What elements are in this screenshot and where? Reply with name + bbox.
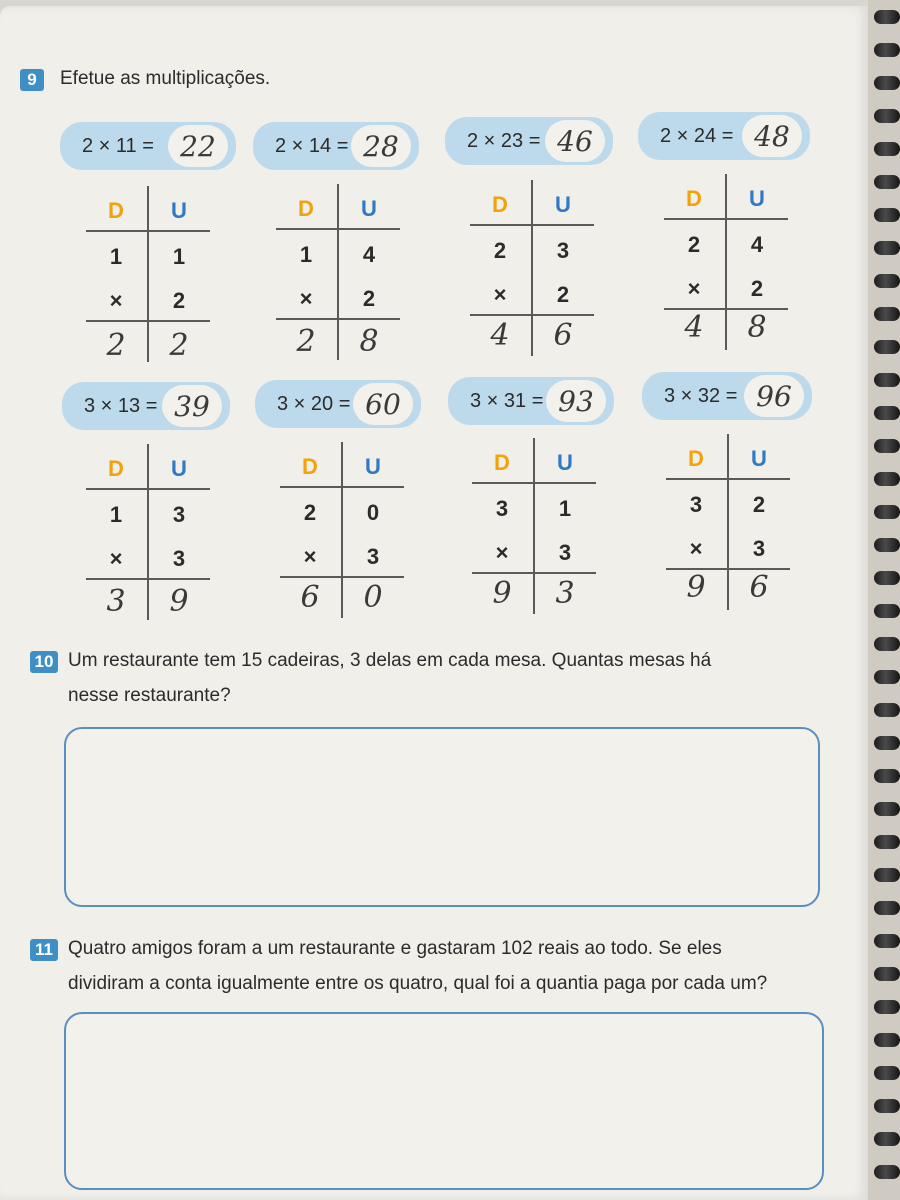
table-result-line (470, 314, 594, 316)
problem-5-expression-pill (62, 382, 230, 430)
problem-2-answer[interactable]: 28 (351, 125, 411, 167)
table-result-line (276, 318, 400, 320)
table-header-line (280, 486, 404, 488)
problem-2-expression: 2 × 14 = (275, 134, 349, 157)
question-11-line-1: Quatro amigos foram a um restaurante e gastaram 102 reais ao todo. Se eles (68, 938, 722, 959)
problem-5-place-value-table (86, 444, 210, 620)
result-units[interactable]: 0 (363, 580, 383, 615)
spiral-coil (874, 241, 900, 255)
problem-7-expression: 3 × 31 = (470, 389, 544, 412)
column-u-header: U (171, 456, 187, 481)
spiral-coil (874, 1000, 900, 1014)
spiral-coil (874, 76, 900, 90)
problem-6-expression: 3 × 20 = (277, 392, 351, 415)
table-result-line (86, 320, 210, 322)
spiral-coil (874, 142, 900, 156)
question-11-number: 11 (30, 939, 58, 961)
tens-digit: 2 (303, 500, 317, 525)
column-d-header: D (302, 454, 318, 479)
column-d-header: D (108, 198, 124, 223)
problem-3-expression-pill (445, 117, 613, 165)
spiral-coil (874, 1033, 900, 1047)
problem-6-place-value-table (280, 442, 404, 618)
spiral-coil (874, 373, 900, 387)
spiral-coil (874, 208, 900, 222)
spiral-coil (874, 307, 900, 321)
question-11-line-2: dividiram a conta igualmente entre os quatro, qual foi a quantia paga por cada um? (68, 973, 768, 994)
column-u-header: U (749, 186, 765, 211)
spiral-coil (874, 1132, 900, 1146)
column-u-header: U (751, 446, 767, 471)
units-digit: 0 (366, 500, 380, 525)
spiral-coil (874, 604, 900, 618)
units-digit: 4 (750, 232, 764, 257)
result-units[interactable]: 6 (553, 318, 573, 353)
column-d-header: D (688, 446, 704, 471)
problem-1-answer[interactable]: 22 (168, 125, 228, 167)
column-u-header: U (365, 454, 381, 479)
result-tens[interactable]: 6 (300, 580, 320, 615)
spiral-coil (874, 505, 900, 519)
spiral-coil (874, 835, 900, 849)
spiral-coil (874, 736, 900, 750)
spiral-coil (874, 406, 900, 420)
table-header-line (470, 224, 594, 226)
question-10-line-1: Um restaurante tem 15 cadeiras, 3 delas em cada mesa. Quantas mesas há (68, 650, 712, 671)
multiply-sign: × (303, 544, 317, 569)
tens-digit: 2 (493, 238, 507, 263)
problem-5-answer[interactable]: 39 (162, 385, 222, 427)
spiral-coil (874, 1165, 900, 1179)
units-digit: 1 (172, 244, 186, 269)
units-digit: 3 (172, 502, 186, 527)
result-tens[interactable]: 2 (296, 324, 316, 359)
spiral-coil (874, 934, 900, 948)
column-d-header: D (298, 196, 314, 221)
spiral-coil (874, 868, 900, 882)
column-d-header: D (686, 186, 702, 211)
column-u-header: U (361, 196, 377, 221)
table-result-line (472, 572, 596, 574)
spiral-coil (874, 901, 900, 915)
result-units[interactable]: 3 (555, 576, 575, 611)
multiplier-digit: 2 (750, 276, 764, 301)
problem-8-expression: 3 × 32 = (664, 384, 738, 407)
problem-2-expression-pill (253, 122, 419, 170)
result-tens[interactable]: 2 (106, 328, 126, 363)
problem-3-expression: 2 × 23 = (467, 129, 541, 152)
tens-digit: 3 (689, 492, 703, 517)
spiral-coil (874, 274, 900, 288)
question-10-number: 10 (30, 651, 58, 673)
result-tens[interactable]: 3 (106, 584, 126, 619)
multiply-sign: × (493, 282, 507, 307)
spiral-coil (874, 670, 900, 684)
result-units[interactable]: 8 (359, 324, 379, 359)
column-d-header: D (494, 450, 510, 475)
spiral-coil (874, 1066, 900, 1080)
problem-4-place-value-table (664, 174, 788, 350)
multiplier-digit: 2 (556, 282, 570, 307)
result-units[interactable]: 2 (169, 328, 189, 363)
table-header-line (472, 482, 596, 484)
spiral-binding (868, 0, 900, 1200)
problem-6-expression-pill (255, 380, 421, 428)
question-11-answer-box[interactable] (64, 1012, 824, 1190)
table-header-line (86, 488, 210, 490)
table-header-line (86, 230, 210, 232)
spiral-coil (874, 802, 900, 816)
spiral-coil (874, 109, 900, 123)
problem-4-expression: 2 × 24 = (660, 124, 734, 147)
multiply-sign: × (689, 536, 703, 561)
column-u-header: U (171, 198, 187, 223)
workbook-page (0, 6, 868, 1200)
multiply-sign: × (299, 286, 313, 311)
tens-digit: 1 (109, 502, 123, 527)
spiral-coil (874, 571, 900, 585)
column-u-header: U (557, 450, 573, 475)
question-10-line-2: nesse restaurante? (68, 685, 231, 706)
problem-1-place-value-table (86, 186, 210, 362)
problem-7-expression-pill (448, 377, 614, 425)
spiral-coil (874, 703, 900, 717)
problem-7-answer[interactable]: 93 (546, 380, 606, 422)
column-d-header: D (492, 192, 508, 217)
question-9-number: 9 (20, 69, 44, 91)
result-units[interactable]: 9 (169, 584, 189, 619)
tens-digit: 1 (299, 242, 313, 267)
problem-6-answer[interactable]: 60 (353, 383, 413, 425)
spiral-coil (874, 472, 900, 486)
units-digit: 1 (558, 496, 572, 521)
result-tens[interactable]: 9 (686, 570, 706, 605)
spiral-coil (874, 439, 900, 453)
table-header-line (276, 228, 400, 230)
result-tens[interactable]: 9 (492, 576, 512, 611)
tens-digit: 1 (109, 244, 123, 269)
problem-7-place-value-table (472, 438, 596, 614)
table-header-line (666, 478, 790, 480)
column-d-header: D (108, 456, 124, 481)
result-units[interactable]: 6 (749, 570, 769, 605)
units-digit: 4 (362, 242, 376, 267)
multiplier-digit: 3 (172, 546, 186, 571)
spiral-coil (874, 769, 900, 783)
spiral-coil (874, 340, 900, 354)
multiplier-digit: 3 (558, 540, 572, 565)
spiral-coil (874, 43, 900, 57)
problem-3-answer[interactable]: 46 (545, 120, 605, 162)
problem-8-expression-pill (642, 372, 812, 420)
problem-3-place-value-table (470, 180, 594, 356)
units-digit: 2 (752, 492, 766, 517)
multiplier-digit: 2 (362, 286, 376, 311)
spiral-coil (874, 538, 900, 552)
multiplier-digit: 3 (752, 536, 766, 561)
multiplier-digit: 3 (366, 544, 380, 569)
problem-1-expression-pill (60, 122, 236, 170)
problem-4-answer[interactable]: 48 (742, 115, 802, 157)
result-tens[interactable]: 4 (490, 318, 510, 353)
question-10-answer-box[interactable] (64, 727, 820, 907)
spiral-coil (874, 637, 900, 651)
spiral-coil (874, 1099, 900, 1113)
table-header-line (664, 218, 788, 220)
result-tens[interactable]: 4 (684, 310, 704, 345)
multiply-sign: × (495, 540, 509, 565)
multiply-sign: × (687, 276, 701, 301)
units-digit: 3 (556, 238, 570, 263)
spiral-coil (874, 175, 900, 189)
problem-1-expression: 2 × 11 = (82, 134, 154, 157)
multiply-sign: × (109, 288, 123, 313)
problem-4-expression-pill (638, 112, 810, 160)
question-9-instruction: Efetue as multiplicações. (60, 68, 271, 89)
problem-2-place-value-table (276, 184, 400, 360)
spiral-coil (874, 967, 900, 981)
multiplier-digit: 2 (172, 288, 186, 313)
problem-8-place-value-table (666, 434, 790, 610)
problem-5-expression: 3 × 13 = (84, 394, 158, 417)
column-u-header: U (555, 192, 571, 217)
spiral-coil (874, 10, 900, 24)
multiply-sign: × (109, 546, 123, 571)
table-result-line (280, 576, 404, 578)
result-units[interactable]: 8 (747, 310, 767, 345)
tens-digit: 3 (495, 496, 509, 521)
tens-digit: 2 (687, 232, 701, 257)
problem-8-answer[interactable]: 96 (744, 375, 804, 417)
table-result-line (86, 578, 210, 580)
